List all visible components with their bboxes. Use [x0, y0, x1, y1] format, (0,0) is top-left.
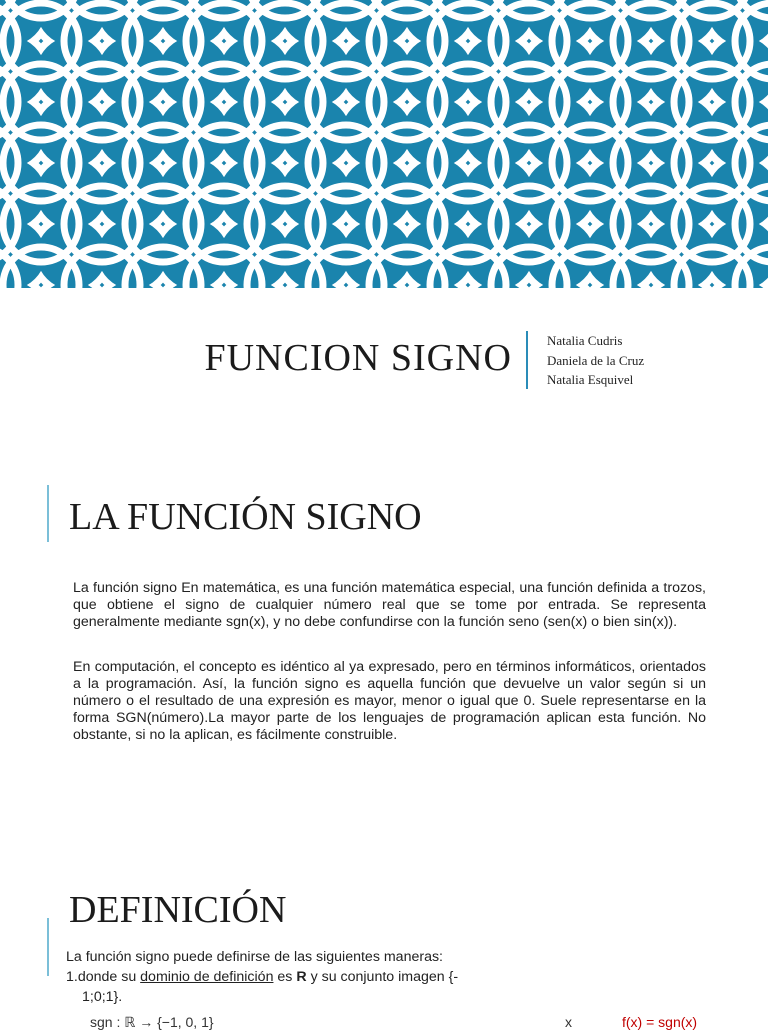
authors-list — [547, 331, 644, 390]
item-suffix: y su conjunto imagen {- — [310, 969, 459, 985]
real-set-symbol: R — [296, 969, 307, 985]
title-divider — [526, 331, 528, 389]
slide-heading: DEFINICIÓN — [69, 889, 287, 931]
interlocking-circles-pattern — [0, 0, 768, 288]
item-prefix: 1.donde su — [66, 969, 137, 985]
cover-pattern-banner — [0, 0, 768, 288]
heading-accent-bar — [47, 485, 49, 542]
definition-intro: La función signo puede definirse de las siguientes maneras: — [66, 949, 444, 965]
definition-item-1-cont: 1;0;1}. — [82, 989, 123, 1005]
domain-link[interactable]: dominio de definición — [140, 969, 274, 985]
author-name: Natalia Esquivel — [547, 372, 634, 387]
author-name: Natalia Cudris — [547, 333, 623, 348]
item-es: es — [277, 969, 293, 985]
formula-x: x — [565, 1014, 572, 1030]
presentation-title: FUNCION SIGNO — [204, 337, 512, 379]
definition-item-1 — [66, 969, 458, 985]
heading-accent-bar — [47, 918, 49, 976]
paragraph-computation: En computación, el concepto es idéntico al ya expresado, pero en términos informáticos, orientados a la programación. Así, la función signo es aquella función que devuelve un valor según si un número o el resultado de una expresión es mayor, menor o igual que 0. Suele representarse en la forma SGN(número).La mayor parte de los lenguajes de programación aplican esta función. No obstante, si no la aplican, es fácilmente construible. — [73, 659, 706, 743]
formula-sgn-map: sgn : ℝ → {−1, 0, 1} — [90, 1014, 214, 1030]
formula-fx: f(x) = sgn(x) — [622, 1014, 698, 1030]
cover-title-row — [0, 288, 768, 418]
slide-heading: LA FUNCIÓN SIGNO — [69, 496, 422, 538]
paragraph-definition: La función signo En matemática, es una función matemática especial, una función definida a trozos, que obtiene el signo de cualquier número real que se tome por entrada. Se representa generalmente mediante sgn(x), y no debe confundirse con la función seno (sen(x) o bien sin(x)). — [73, 580, 706, 630]
author-name: Daniela de la Cruz — [547, 352, 645, 368]
